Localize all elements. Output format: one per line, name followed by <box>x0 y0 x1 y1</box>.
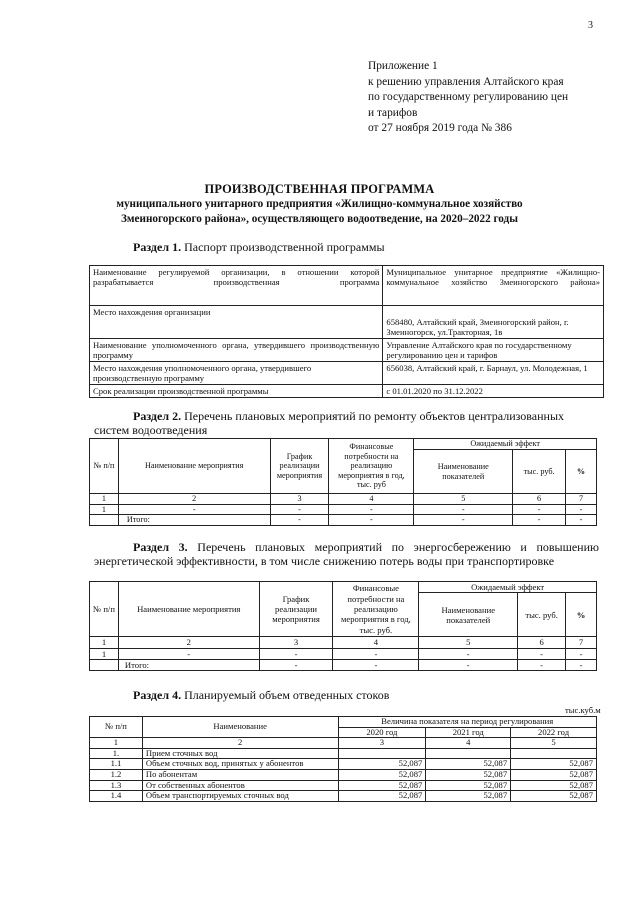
col-number: 3 <box>338 738 426 749</box>
section4-title: Планируемый объем отведенных стоков <box>184 688 390 702</box>
table-cell: - <box>118 504 270 515</box>
table-cell: - <box>333 648 419 659</box>
section2-heading <box>94 410 599 437</box>
document-subtitle-line1: муниципального унитарного предприятия «Жилищно-коммунальное хозяйство <box>116 198 523 210</box>
table-cell: - <box>329 515 414 526</box>
table-row <box>90 385 604 398</box>
table-row <box>90 717 597 728</box>
passport-label: Срок реализации производственной программы <box>90 385 383 398</box>
page-number: 3 <box>588 20 593 31</box>
table-cell: - <box>270 504 329 515</box>
col-number: 6 <box>513 494 566 505</box>
row-name: По абонентам <box>142 769 338 780</box>
header-name: Наименование <box>142 717 338 738</box>
table-cell: - <box>513 504 566 515</box>
section1-title: Паспорт производственной программы <box>184 240 385 254</box>
table-row <box>90 637 597 648</box>
total-row <box>90 659 597 670</box>
table-cell: - <box>419 648 518 659</box>
section4-label: Раздел 4. <box>133 688 182 702</box>
value-2022: 52,087 <box>511 759 597 770</box>
value-2020 <box>338 748 426 759</box>
col-number: 7 <box>566 494 597 505</box>
passport-value: 656038, Алтайский край, г. Барнаул, ул. Молодежная, 1 <box>383 362 604 385</box>
value-2021: 52,087 <box>426 791 511 802</box>
value-2022 <box>511 748 597 759</box>
table-row <box>90 769 597 780</box>
passport-label: Место нахождения организации <box>90 306 383 339</box>
appendix-line: от 27 ноября 2019 года № 386 <box>368 122 512 135</box>
header-name: Наименование мероприятия <box>118 439 270 494</box>
energy-measures-table <box>89 581 597 671</box>
table-cell: - <box>259 659 333 670</box>
col-number: 4 <box>329 494 414 505</box>
table-cell: - <box>270 515 329 526</box>
row-num: 1.4 <box>90 791 143 802</box>
header-schedule: График реализации мероприятия <box>259 582 333 637</box>
col-number: 5 <box>511 738 597 749</box>
table-row <box>90 748 597 759</box>
value-2020: 52,087 <box>338 769 426 780</box>
value-2020: 52,087 <box>338 780 426 791</box>
table-cell: - <box>566 515 597 526</box>
col-number: 1 <box>90 494 119 505</box>
table-cell <box>90 515 119 526</box>
row-num: 1.3 <box>90 780 143 791</box>
section1-label: Раздел 1. <box>133 240 182 254</box>
col-number: 3 <box>270 494 329 505</box>
col-number: 6 <box>518 637 566 648</box>
header-indicator: Наименование показателей <box>419 593 518 637</box>
col-number: 1 <box>90 637 119 648</box>
unit-label: тыс.куб.м <box>565 705 601 715</box>
col-number: 7 <box>566 637 597 648</box>
header-indicator: Наименование показателей <box>414 450 513 494</box>
section3-label: Раздел 3. <box>133 540 188 554</box>
table-row <box>90 759 597 770</box>
row-name: Прием сточных вод <box>142 748 338 759</box>
row-num: 1.1 <box>90 759 143 770</box>
table-row <box>90 504 597 515</box>
header-finance: Финансовые потребности на реализацию мероприятия в год, тыс. руб. <box>333 582 419 637</box>
value-2021: 52,087 <box>426 759 511 770</box>
row-name: Объем сточных вод, принятых у абонентов <box>142 759 338 770</box>
table-cell: - <box>414 504 513 515</box>
passport-value: Управление Алтайского края по государственному регулированию цен и тарифов <box>383 339 604 362</box>
value-2021 <box>426 748 511 759</box>
header-effect: Ожидаемый эффект <box>414 439 597 450</box>
table-row <box>90 494 597 505</box>
passport-label: Наименование регулируемой организации, в отношении которой разрабатывается производственная программа <box>90 266 383 306</box>
table-row <box>90 339 604 362</box>
header-year-2020: 2020 год <box>338 727 426 738</box>
table-cell: 1 <box>90 648 119 659</box>
passport-value: с 01.01.2020 по 31.12.2022 <box>383 385 604 398</box>
value-2020: 52,087 <box>338 791 426 802</box>
passport-value: Муниципальное унитарное предприятие «Жилищно-коммунальное хозяйство Змеиногорского района» <box>383 266 604 306</box>
table-row <box>90 648 597 659</box>
appendix-line: и тарифов <box>368 106 418 119</box>
header-rub: тыс. руб. <box>518 593 566 637</box>
table-cell <box>90 659 119 670</box>
table-cell: - <box>414 515 513 526</box>
col-number: 3 <box>259 637 333 648</box>
table-row <box>90 266 604 306</box>
table-cell: - <box>259 648 333 659</box>
total-label: Итого: <box>118 659 259 670</box>
table-cell: 1 <box>90 504 119 515</box>
section1-heading <box>133 240 385 255</box>
header-year-2021: 2021 год <box>426 727 511 738</box>
header-pct: % <box>566 450 597 494</box>
header-num: № п/п <box>90 582 119 637</box>
header-effect: Ожидаемый эффект <box>419 582 597 593</box>
header-num: № п/п <box>90 439 119 494</box>
header-name: Наименование мероприятия <box>118 582 259 637</box>
document-title: ПРОИЗВОДСТВЕННАЯ ПРОГРАММА <box>204 182 435 196</box>
total-row <box>90 515 597 526</box>
table-row <box>90 439 597 450</box>
table-cell: - <box>329 504 414 515</box>
table-row <box>90 582 597 593</box>
section2-title: Перечень плановых мероприятий по ремонту объектов централизованных систем водоотведения <box>94 409 565 437</box>
value-2022: 52,087 <box>511 791 597 802</box>
row-num: 1. <box>90 748 143 759</box>
table-row <box>90 362 604 385</box>
table-cell: - <box>566 648 597 659</box>
row-num: 1.2 <box>90 769 143 780</box>
section2-label: Раздел 2. <box>133 409 182 423</box>
value-2020: 52,087 <box>338 759 426 770</box>
table-cell: - <box>333 659 419 670</box>
value-2022: 52,087 <box>511 780 597 791</box>
passport-table <box>89 265 604 398</box>
value-2022: 52,087 <box>511 769 597 780</box>
table-row <box>90 306 604 339</box>
header-period: Величина показателя на период регулирования <box>338 717 597 728</box>
header-year-2022: 2022 год <box>511 727 597 738</box>
col-number: 5 <box>419 637 518 648</box>
header-schedule: График реализации мероприятия <box>270 439 329 494</box>
header-rub: тыс. руб. <box>513 450 566 494</box>
appendix-line: Приложение 1 <box>368 60 438 72</box>
col-number: 4 <box>426 738 511 749</box>
passport-value: 658480, Алтайский край, Змеиногорский район, г. Змеиногорск, ул.Тракторная, 1в <box>383 306 604 339</box>
section4-heading <box>133 688 389 703</box>
table-row <box>90 791 597 802</box>
table-cell: - <box>566 504 597 515</box>
header-num: № п/п <box>90 717 143 738</box>
table-cell: - <box>419 659 518 670</box>
col-number: 2 <box>118 494 270 505</box>
value-2021: 52,087 <box>426 769 511 780</box>
table-cell: - <box>513 515 566 526</box>
row-name: От собственных абонентов <box>142 780 338 791</box>
col-number: 1 <box>90 738 143 749</box>
section3-heading <box>94 541 599 568</box>
header-pct: % <box>566 593 597 637</box>
col-number: 2 <box>118 637 259 648</box>
appendix-line: по государственному регулированию цен <box>368 91 569 104</box>
wastewater-volume-table <box>89 716 597 802</box>
col-number: 4 <box>333 637 419 648</box>
col-number: 2 <box>142 738 338 749</box>
appendix-block <box>368 59 568 137</box>
document-subtitle-line2: Змеиногорского района», осуществляющего водоотведение, на 2020–2022 годы <box>121 213 518 225</box>
passport-label: Наименование уполномоченного органа, утвердившего производственную программу <box>90 339 383 362</box>
section3-title: Перечень плановых мероприятий по энергосбережению и повышению энергетической эффективности, в том числе снижению потерь воды при транспортировке <box>94 540 599 568</box>
table-cell: - <box>518 648 566 659</box>
table-row <box>90 738 597 749</box>
table-cell: - <box>566 659 597 670</box>
table-cell: - <box>518 659 566 670</box>
repair-measures-table <box>89 438 597 526</box>
table-cell: - <box>118 648 259 659</box>
col-number: 5 <box>414 494 513 505</box>
row-name: Объем транспортируемых сточных вод <box>142 791 338 802</box>
table-row <box>90 780 597 791</box>
header-finance: Финансовые потребности на реализацию мероприятия в год, тыс. руб <box>329 439 414 494</box>
passport-label: Место нахождения уполномоченного органа, утвердившего производственную программу <box>90 362 383 385</box>
total-label: Итого: <box>118 515 270 526</box>
appendix-line: к решению управления Алтайского края <box>368 75 564 88</box>
value-2021: 52,087 <box>426 780 511 791</box>
